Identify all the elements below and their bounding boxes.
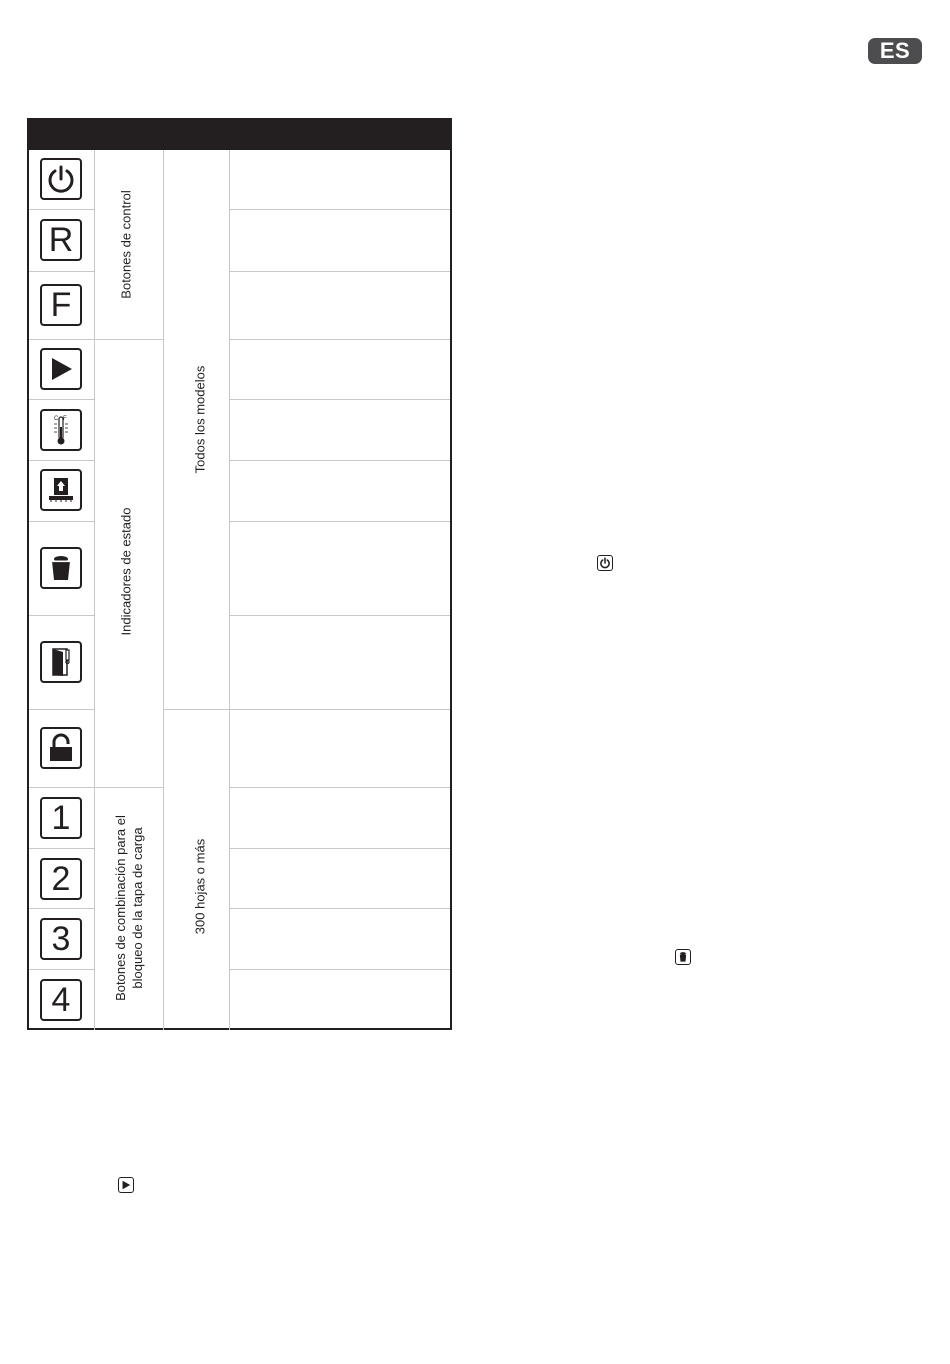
forward-icon: F xyxy=(40,284,82,326)
column-divider xyxy=(163,150,164,1030)
row-divider xyxy=(230,969,450,970)
row-divider xyxy=(230,709,450,710)
row-divider xyxy=(29,615,94,616)
lock-icon xyxy=(40,727,82,769)
inline-bin-icon xyxy=(675,949,691,965)
column-divider xyxy=(94,150,95,1030)
group-divider xyxy=(95,787,163,788)
play-icon xyxy=(40,348,82,390)
digit-4-icon: 4 xyxy=(40,979,82,1021)
row-divider xyxy=(29,271,94,272)
row-divider xyxy=(230,908,450,909)
power-icon xyxy=(40,158,82,200)
paper-jam-icon xyxy=(40,469,82,511)
model-label-all-models: Todos los modelos xyxy=(192,365,208,474)
icon-table xyxy=(27,118,452,1030)
svg-text:F: F xyxy=(63,416,67,422)
row-divider xyxy=(29,908,94,909)
row-divider xyxy=(230,521,450,522)
row-divider xyxy=(230,339,450,340)
model-label-300-sheets: 300 hojas o más xyxy=(192,838,208,935)
row-divider xyxy=(29,339,94,340)
language-badge: ES xyxy=(868,38,922,64)
group-label-combination-buttons: Botones de combinación para el bloqueo de la tapa de carga xyxy=(113,815,145,1001)
row-divider xyxy=(230,209,450,210)
svg-text:C: C xyxy=(54,416,59,422)
row-divider xyxy=(29,709,94,710)
row-divider xyxy=(29,460,94,461)
inline-power-icon xyxy=(597,555,613,571)
row-divider xyxy=(29,521,94,522)
digit-3-icon: 3 xyxy=(40,918,82,960)
inline-play-icon xyxy=(118,1177,134,1193)
row-divider xyxy=(230,460,450,461)
group-label-status-indicators: Indicadores de estado xyxy=(118,507,134,636)
group-label-control-buttons: Botones de control xyxy=(118,190,134,299)
group-divider xyxy=(164,709,229,710)
thermometer-icon xyxy=(40,409,82,451)
column-divider xyxy=(229,150,230,1030)
row-divider xyxy=(29,848,94,849)
row-divider xyxy=(230,848,450,849)
row-divider xyxy=(230,787,450,788)
row-divider xyxy=(29,399,94,400)
reverse-icon: R xyxy=(40,219,82,261)
row-divider xyxy=(230,271,450,272)
digit-1-icon: 1 xyxy=(40,797,82,839)
row-divider xyxy=(29,787,94,788)
bin-full-icon xyxy=(40,547,82,589)
row-divider xyxy=(230,399,450,400)
digit-2-icon: 2 xyxy=(40,858,82,900)
row-divider xyxy=(230,615,450,616)
group-divider xyxy=(95,339,163,340)
row-divider xyxy=(29,969,94,970)
door-open-icon xyxy=(40,641,82,683)
row-divider xyxy=(29,209,94,210)
